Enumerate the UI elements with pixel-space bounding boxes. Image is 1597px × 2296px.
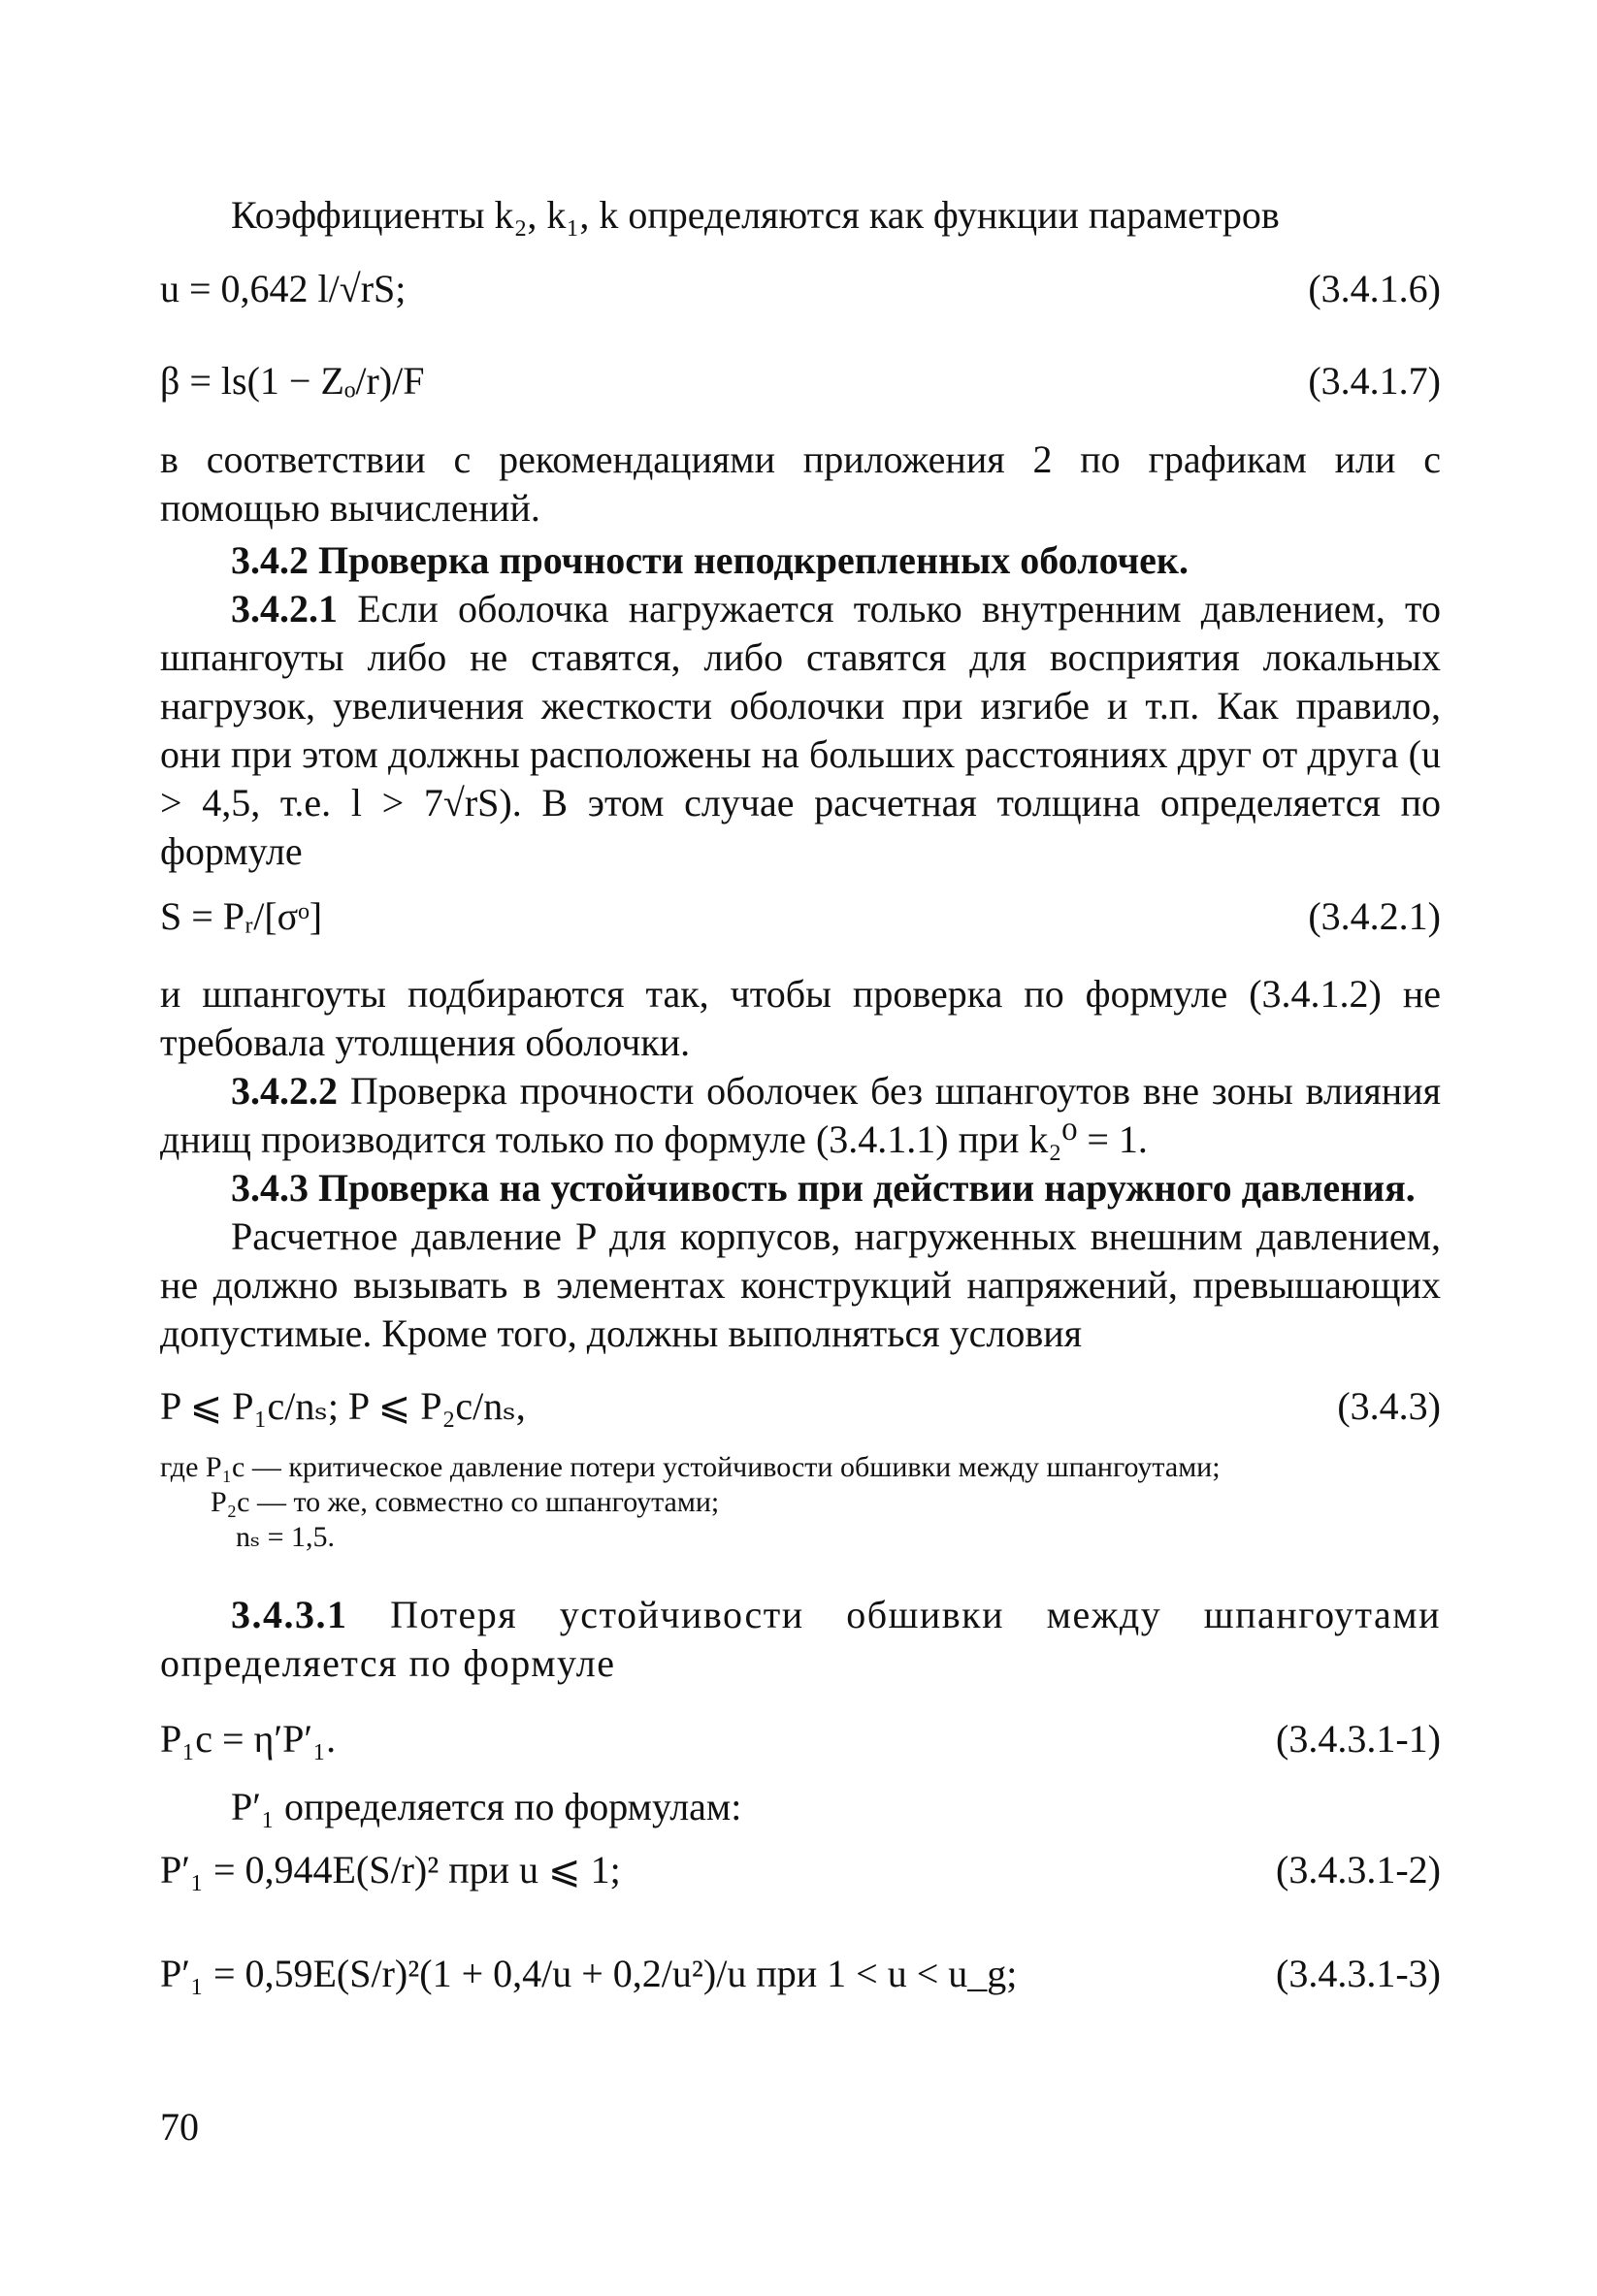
equation-formula: u = 0,642 l/√rS;: [160, 267, 407, 310]
where-block: [160, 1450, 1441, 1555]
paragraph-label: 3.4.2.2: [231, 1069, 338, 1113]
paragraph-text: Потеря устойчивости обшивки между шпангоутами определяется по формуле: [160, 1593, 1442, 1685]
equation-formula: S = Pᵣ/[σᵒ]: [160, 894, 323, 938]
equation-number: (3.4.3): [1337, 1384, 1441, 1428]
paragraph-text: и шпангоуты подбираются так, чтобы проверка по формуле (3.4.1.2) не требовала утолщения оболочки.: [160, 972, 1441, 1064]
equation-3-4-1-7: [160, 357, 1441, 405]
equation-formula: P ⩽ P₁c/nₛ; P ⩽ P₂c/nₛ,: [160, 1384, 526, 1428]
heading-text: 3.4.2 Проверка прочности неподкрепленных оболочек.: [231, 538, 1189, 582]
intro-text: Коэффициенты k₂, k₁, k определяются как функции параметров: [231, 193, 1280, 237]
equation-3-4-1-6: [160, 265, 1441, 313]
equation-3-4-2-1: [160, 892, 1441, 941]
paragraph-3-4-2-2: [160, 1067, 1441, 1164]
paragraph-3-4-2-1: [160, 585, 1441, 876]
paragraph: [160, 436, 1441, 533]
equation-3-4-3: [160, 1382, 1441, 1431]
equation-number: (3.4.3.1-1): [1276, 1717, 1441, 1761]
equation-number: (3.4.1.7): [1308, 359, 1441, 403]
equation-formula: P′₁ = 0,944E(S/r)² при u ⩽ 1;: [160, 1848, 621, 1892]
equation-formula: P₁c = η′P′₁.: [160, 1717, 337, 1761]
paragraph-3-4-3: [160, 1213, 1441, 1358]
paragraph-text: Расчетное давление P для корпусов, нагруженных внешним давлением, не должно вызывать в элементах конструкций напряжений, превышающих допустимые. Кроме того, должны выполняться условия: [160, 1214, 1441, 1355]
equation-3-4-3-1-3: [160, 1950, 1441, 1998]
heading-text: 3.4.3 Проверка на устойчивость при действии наружного давления.: [231, 1166, 1416, 1210]
page-number: 70: [160, 2105, 199, 2149]
equation-formula: P′₁ = 0,59E(S/r)²(1 + 0,4/u + 0,2/u²)/u при 1 < u < u_g;: [160, 1952, 1018, 1995]
equation-number: (3.4.3.1-2): [1276, 1848, 1441, 1892]
paragraph-text: Если оболочка нагружается только внутренним давлением, то шпангоуты либо не ставятся, либо ставятся для восприятия локальных нагрузок, увеличения жесткости оболочки при изгибе и т.п. Как правило, они при этом должны расположены на больших расстояниях друг от друга (u > 4,5, т.е. l > 7√rS). В этом случае расчетная толщина определяется по формуле: [160, 587, 1441, 873]
equation-number: (3.4.2.1): [1308, 894, 1441, 938]
intro-paragraph: [160, 191, 1441, 240]
paragraph-text: Проверка прочности оболочек без шпангоутов вне зоны влияния днищ производится только по формуле (3.4.1.1) при k₂⁰ = 1.: [160, 1069, 1441, 1161]
paragraph-text: в соответствии с рекомендациями приложения 2 по графикам или с помощью вычислений.: [160, 437, 1441, 530]
section-heading-3-4-3: [160, 1164, 1441, 1213]
section-heading-3-4-2: [160, 536, 1441, 585]
equation-3-4-3-1-2: [160, 1846, 1441, 1894]
paragraph-text: P′₁ определяется по формулам:: [231, 1785, 742, 1828]
equation-number: (3.4.1.6): [1308, 267, 1441, 310]
where-line-1: где P₁c — критическое давление потери устойчивости обшивки между шпангоутами;: [160, 1451, 1221, 1483]
paragraph: [160, 1783, 1441, 1831]
equation-3-4-3-1-1: [160, 1715, 1441, 1763]
paragraph: [160, 970, 1441, 1067]
equation-formula: β = ls(1 − Zₒ/r)/F: [160, 359, 425, 403]
where-line-3: nₛ = 1,5.: [236, 1521, 336, 1553]
where-line-2: P₂c — то же, совместно со шпангоутами;: [211, 1486, 720, 1518]
paragraph-3-4-3-1: [160, 1591, 1441, 1688]
paragraph-label: 3.4.3.1: [231, 1593, 348, 1636]
paragraph-label: 3.4.2.1: [231, 587, 338, 631]
equation-number: (3.4.3.1-3): [1276, 1952, 1441, 1995]
